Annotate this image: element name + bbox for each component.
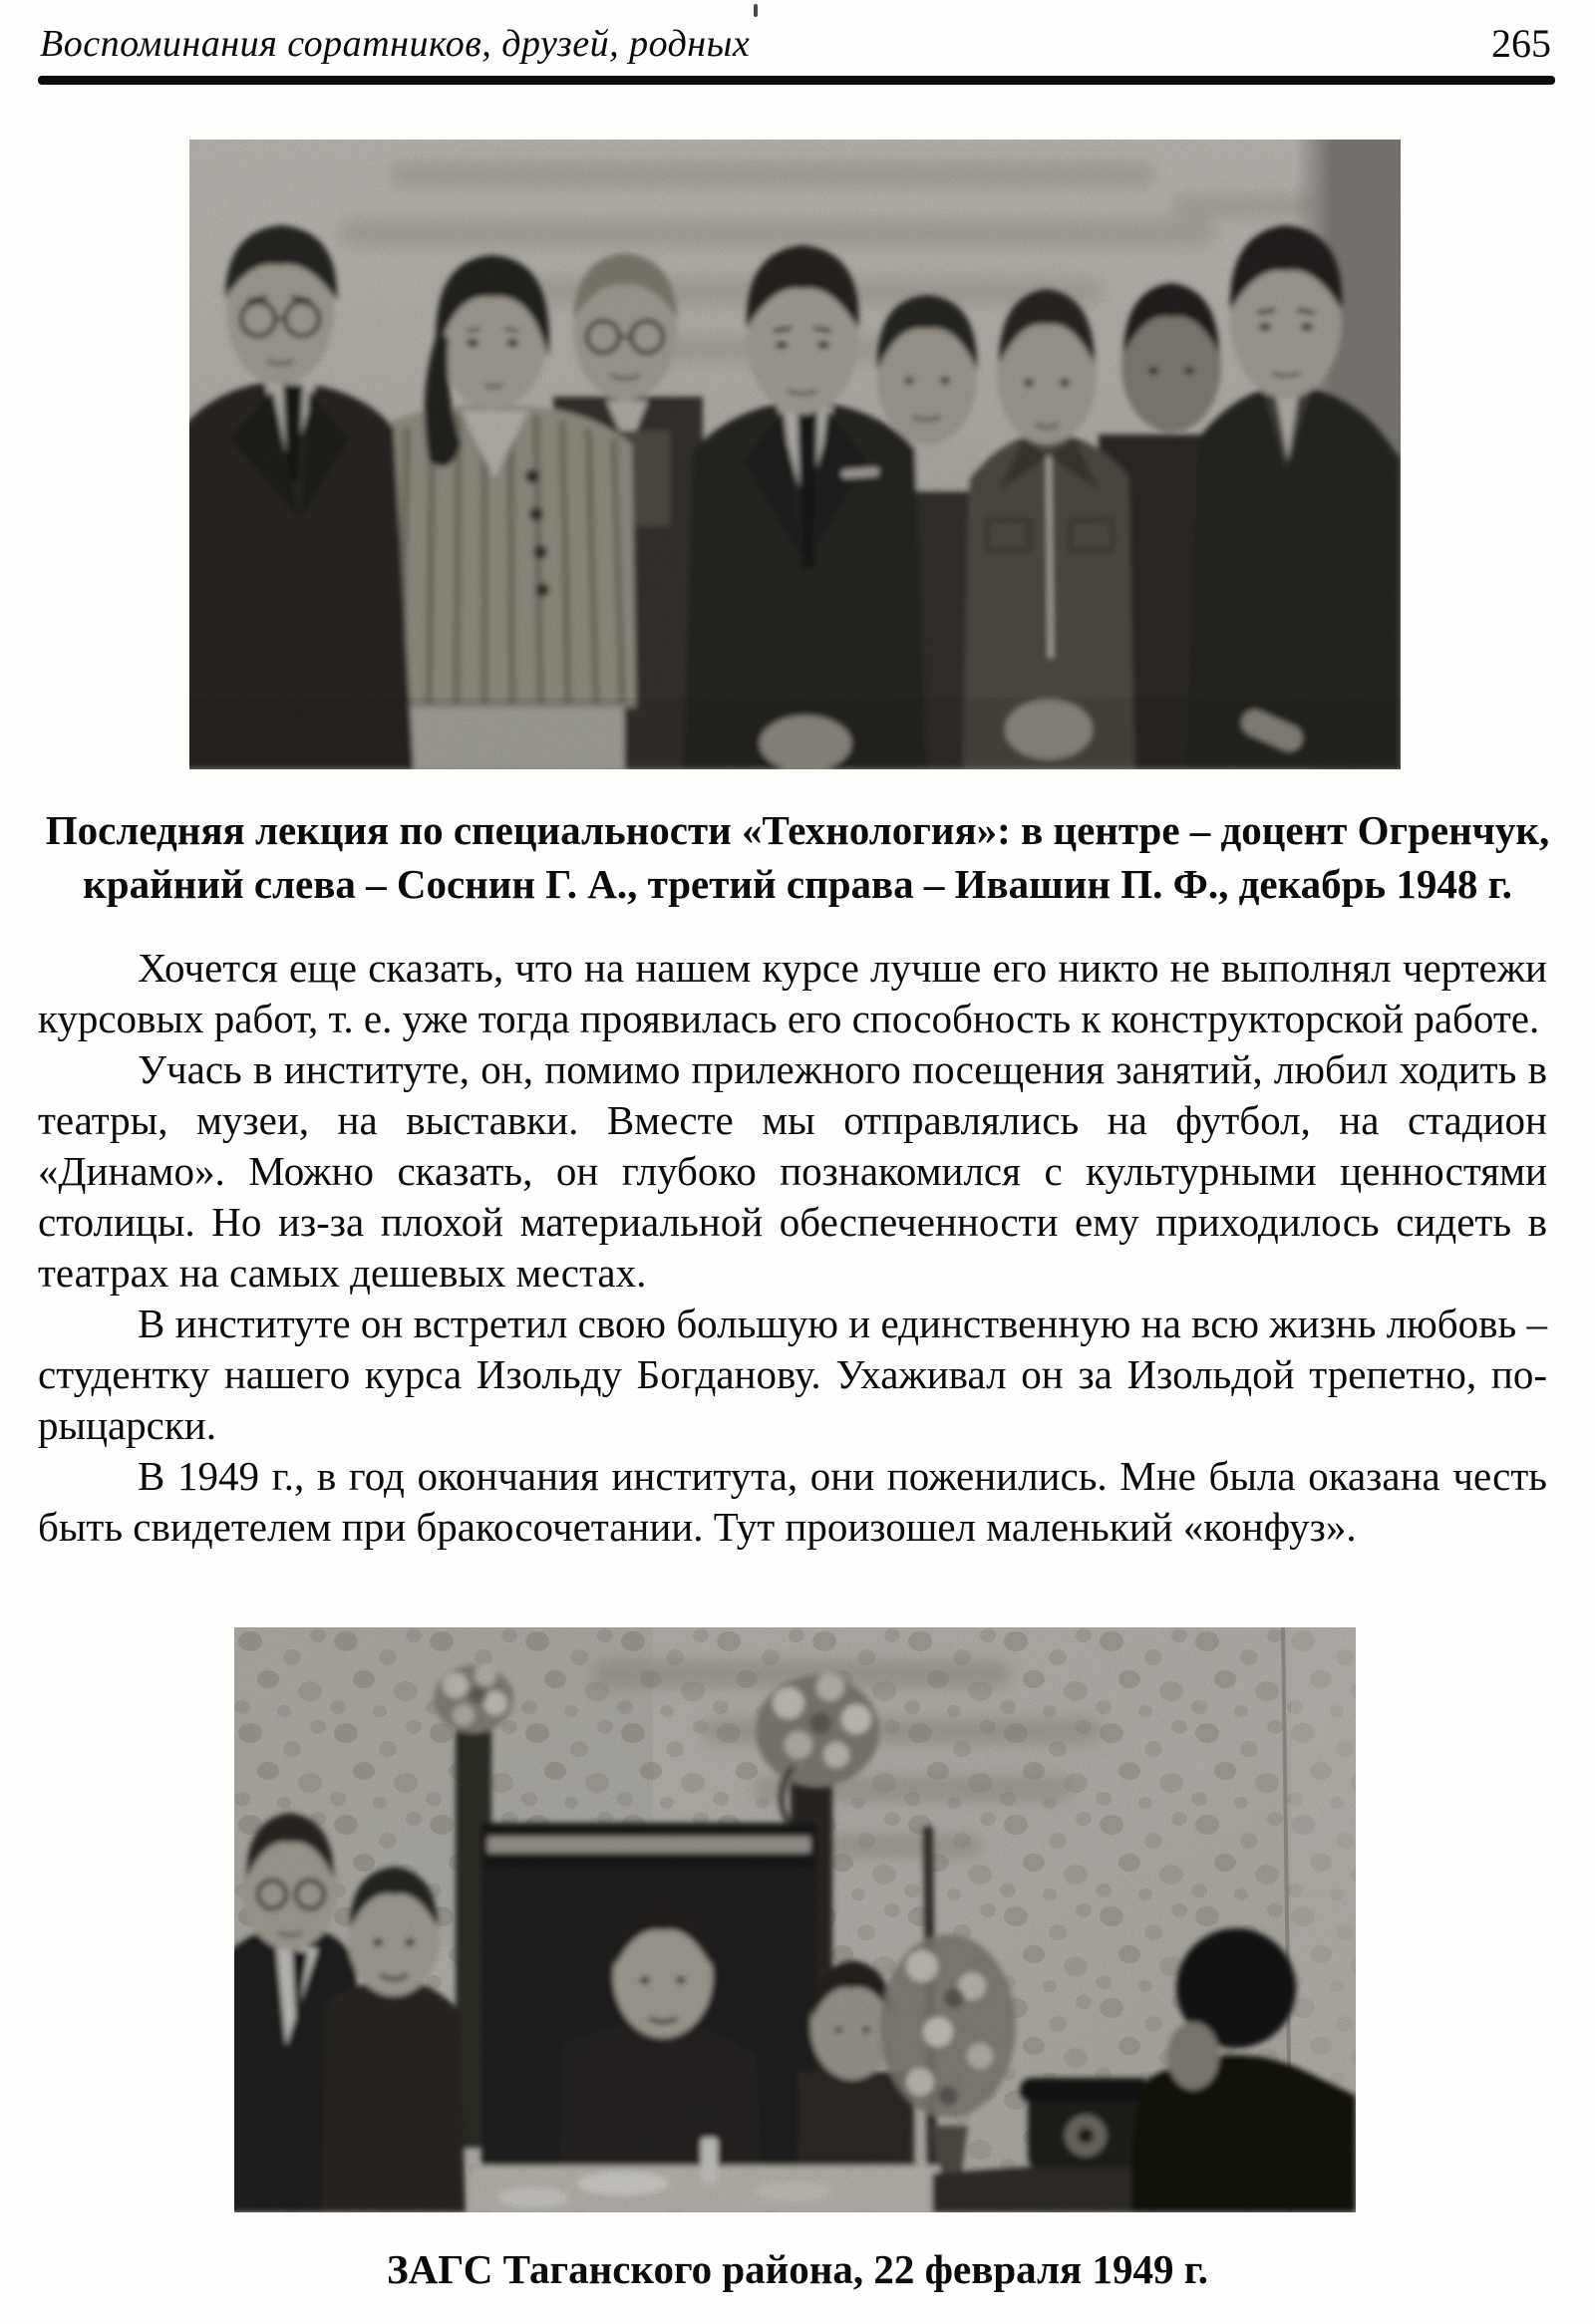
- caption-line-1: Последняя лекция по специальности «Технология»: в центре – доцент Огренчук,: [45, 807, 1550, 853]
- zags-photo-figure: [234, 1627, 1356, 2212]
- paragraph-2: Учась в институте, он, помимо прилежного посещения занятий, любил ходить в театры, музеи, на выставки. Вместе мы отправлялись на футбол, на стадион «Динамо». Можно сказать, он глубоко познакомился с культурными ценностями столицы. Но из-за плохой материальной обеспеченности ему приходилось сидеть в театрах на самых дешевых местах.: [38, 1046, 1547, 1296]
- group-photo-figure: [189, 140, 1401, 769]
- scan-artifact: [754, 4, 758, 17]
- paragraph-4: В 1949 г., в год окончания института, они поженились. Мне была оказана честь быть свидетелем при бракосочетании. Тут произошел маленький «конфуз».: [38, 1453, 1547, 1550]
- memoir-text: [38, 943, 1547, 1553]
- group-photo-caption: [40, 803, 1555, 911]
- paragraph-3: В институте он встретил свою большую и единственную на всю жизнь любовь – студентку нашего курса Изольду Богданову. Ухаживал он за Изольдой трепетно, по-рыцарски.: [38, 1301, 1547, 1448]
- zags-photo: [234, 1627, 1356, 2212]
- film-grain: [189, 140, 1401, 769]
- film-grain-2: [234, 1627, 1356, 2212]
- header-rule: [38, 76, 1555, 85]
- caption-line-2: крайний слева – Соснин Г. А., третий справа – Ивашин П. Ф., декабрь 1948 г.: [83, 861, 1512, 907]
- page-number: 265: [1491, 21, 1551, 66]
- group-photo: [189, 140, 1401, 769]
- running-header-title: Воспоминания соратников, друзей, родных: [40, 23, 751, 65]
- paragraph-1: Хочется еще сказать, что на нашем курсе лучше его никто не выполнял чертежи курсовых работ, т. е. уже тогда проявилась его способность к конструкторской работе.: [38, 945, 1547, 1041]
- zags-photo-caption: ЗАГС Таганского района, 22 февраля 1949 г.: [387, 2246, 1208, 2292]
